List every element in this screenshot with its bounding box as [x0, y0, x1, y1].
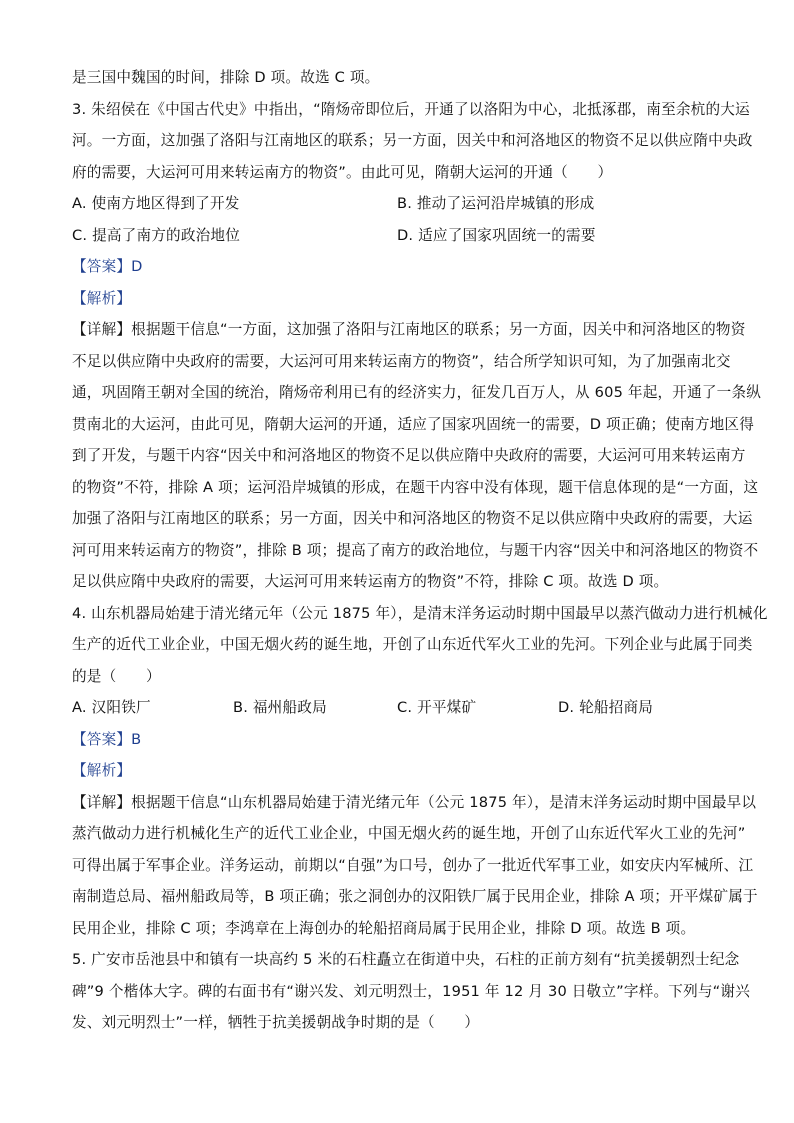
question-3: [72, 94, 762, 598]
question-stem-line: 3. 朱绍侯在《中国古代史》中指出，“隋炀帝即位后，开通了以洛阳为中心，北抵涿郡，南至余杭的大运: [72, 100, 750, 118]
detail-line: 【详解】根据题干信息“一方面，这加强了洛阳与江南地区的联系；另一方面，因关中和河洛地区的物资: [72, 321, 746, 338]
detail-line: 加强了洛阳与江南地区的联系；另一方面，因关中和河洛地区的物资不足以供应隋中央政府的需要，大运: [72, 510, 753, 527]
question-stem-line: 河。一方面，这加强了洛阳与江南地区的联系；另一方面，因关中和河洛地区的物资不足以供应隋中央政: [72, 132, 753, 149]
option-a: A. 汉阳铁厂: [72, 699, 151, 716]
option-b: B. 福州船政局: [233, 699, 327, 716]
detail-line: 河可用来转运南方的物资”，排除 B 项；提高了南方的政治地位，与题干内容“因关中和河洛地区的物资不: [72, 541, 759, 559]
detail-line: 的物资”不符，排除 A 项；运河沿岸城镇的形成，在题干内容中没有体现，题干信息体现的是“一方面，这: [72, 478, 759, 496]
option-c: C. 提高了南方的政治地位: [72, 226, 241, 244]
question-stem-line: 4. 山东机器局始建于清光绪元年（公元 1875 年），是清末洋务运动时期中国最早以蒸汽做动力进行机械化: [72, 604, 768, 622]
detail-line: 到了开发，与题干内容“因关中和河洛地区的物资不足以供应隋中央政府的需要，大运河可用来转运南方: [72, 447, 746, 464]
options-row: [72, 220, 724, 252]
question-5: [72, 944, 751, 1039]
question-stem-line: 的是（ ）: [72, 667, 161, 685]
analysis-label: 【解析】: [72, 289, 132, 307]
detail-line: 贯南北的大运河，由此可见，隋朝大运河的开通，适应了国家巩固统一的需要，D 项正确；使南方地区得: [72, 415, 754, 433]
document-page: [72, 62, 768, 1039]
option-d: D. 适应了国家巩固统一的需要: [397, 226, 596, 244]
question-stem-line: 府的需要，大运河可用来转运南方的物资”。由此可见，隋朝大运河的开通（ ）: [72, 163, 613, 181]
question-stem-line: 发、刘元明烈士”一样，牺牲于抗美援朝战争时期的是（ ）: [72, 1014, 480, 1031]
text-line: 是三国中魏国的时间，排除 D 项。故选 C 项。: [72, 69, 380, 86]
detail-line: 南制造总局、福州船政局等，B 项正确；张之洞创办的汉阳铁厂属于民用企业，排除 A 项；开平煤矿属于: [72, 888, 758, 905]
option-c: C. 开平煤矿: [397, 699, 477, 716]
detail-line: 不足以供应隋中央政府的需要，大运河可用来转运南方的物资”，结合所学知识可知，为了加强南北交: [72, 352, 731, 370]
options-row: [72, 188, 724, 220]
option-d: D. 轮船招商局: [558, 699, 654, 716]
option-a: A. 使南方地区得到了开发: [72, 195, 240, 212]
options-row: [72, 692, 724, 724]
answer-label: 【答案】B: [72, 730, 142, 748]
analysis-label: 【解析】: [72, 762, 132, 779]
answer-label: 【答案】D: [72, 258, 143, 275]
question-4: [72, 598, 768, 945]
question-stem-line: 5. 广安市岳池县中和镇有一块高约 5 米的石柱矗立在街道中央，石柱的正前方刻有“抗美援朝烈士纪念: [72, 951, 740, 968]
detail-line: 民用企业，排除 C 项；李鸿章在上海创办的轮船招商局属于民用企业，排除 D 项。故选 B 项。: [72, 919, 696, 937]
detail-line: 通，巩固隋王朝对全国的统治，隋炀帝利用已有的经济实力，征发几百万人，从 605 年起，开通了一条纵: [72, 384, 762, 401]
option-b: B. 推动了运河沿岸城镇的形成: [397, 195, 595, 212]
question-stem-line: 碑”9 个楷体大字。碑的右面书有“谢兴发、刘元明烈士，1951 年 12 月 30 日敬立”字样。下列与“谢兴: [72, 982, 751, 1000]
detail-line: 足以供应隋中央政府的需要，大运河可用来转运南方的物资”不符，排除 C 项。故选 D 项。: [72, 573, 669, 590]
detail-line: 可得出属于军事企业。洋务运动，前期以“自强”为口号，创办了一批近代军事工业，如安庆内军械所、江: [72, 856, 754, 874]
detail-line: 【详解】根据题干信息“山东机器局始建于清光绪元年（公元 1875 年），是清末洋务运动时期中国最早以: [72, 793, 757, 811]
detail-line: 蒸汽做动力进行机械化生产的近代工业企业，中国无烟火药的诞生地，开创了山东近代军火工业的先河”: [72, 825, 746, 842]
question-stem-line: 生产的近代工业企业，中国无烟火药的诞生地，开创了山东近代军火工业的先河。下列企业与此属于同类: [72, 636, 753, 653]
